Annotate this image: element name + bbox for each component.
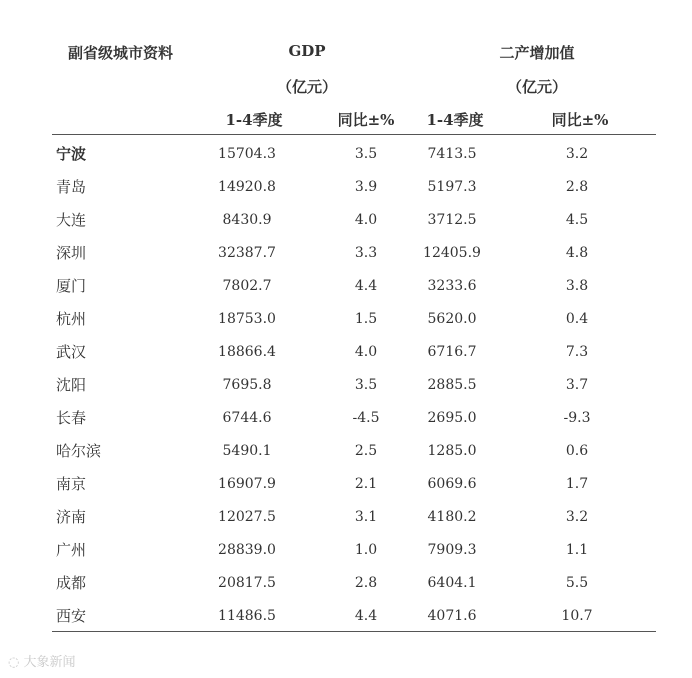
header-secondary-unit: （亿元） <box>506 78 568 96</box>
table-row <box>0 171 692 204</box>
watermark-text: 大象新闻 <box>23 655 76 670</box>
gdp-value-cell: 32387.7 <box>218 245 276 261</box>
gdp-yoy-cell: 3.9 <box>354 179 378 195</box>
header-city-column: 副省级城市资料 <box>68 44 174 62</box>
secondary-yoy-cell: 3.8 <box>565 278 589 294</box>
gdp-yoy-cell: 4.0 <box>354 212 378 228</box>
gdp-value-cell: 16907.9 <box>218 476 276 492</box>
gdp-yoy-cell: 1.0 <box>354 542 378 558</box>
city-name-cell: 武汉 <box>56 343 87 361</box>
table-row <box>0 402 692 435</box>
city-name-cell: 沈阳 <box>56 376 87 394</box>
table-row <box>0 435 692 468</box>
secondary-value-cell: 1285.0 <box>427 443 477 459</box>
table-top-rule <box>52 134 656 135</box>
header-gdp-unit: （亿元） <box>276 78 338 96</box>
secondary-yoy-cell: 5.5 <box>565 575 589 591</box>
table-row <box>0 468 692 501</box>
secondary-value-cell: 2695.0 <box>427 410 477 426</box>
gdp-yoy-cell: 3.5 <box>354 377 378 393</box>
gdp-yoy-cell: 2.5 <box>354 443 378 459</box>
header-gdp: GDP <box>288 42 326 60</box>
gdp-value-cell: 28839.0 <box>218 542 276 558</box>
secondary-value-cell: 6069.6 <box>427 476 477 492</box>
secondary-yoy-cell: 1.1 <box>565 542 589 558</box>
secondary-yoy-cell: 7.3 <box>565 344 589 360</box>
city-name-cell: 济南 <box>56 508 87 526</box>
secondary-yoy-cell: 4.5 <box>565 212 589 228</box>
watermark-logo <box>8 651 76 670</box>
gdp-yoy-cell: 2.1 <box>354 476 378 492</box>
city-name-cell: 深圳 <box>56 244 87 262</box>
secondary-value-cell: 4071.6 <box>427 608 477 624</box>
table-row <box>0 204 692 237</box>
table-row <box>0 270 692 303</box>
table-row <box>0 600 692 633</box>
gdp-yoy-cell: 3.1 <box>354 509 378 525</box>
secondary-value-cell: 12405.9 <box>423 245 481 261</box>
city-name-cell: 青岛 <box>56 178 87 196</box>
secondary-yoy-cell: 2.8 <box>565 179 589 195</box>
header-secondary-quarter: 1-4季度 <box>426 111 484 129</box>
gdp-yoy-cell: 3.3 <box>354 245 378 261</box>
secondary-yoy-cell: 1.7 <box>565 476 589 492</box>
secondary-value-cell: 5197.3 <box>427 179 477 195</box>
city-name-cell: 杭州 <box>56 310 87 328</box>
gdp-value-cell: 14920.8 <box>218 179 276 195</box>
secondary-value-cell: 3233.6 <box>427 278 477 294</box>
header-gdp-yoy: 同比±% <box>337 111 395 129</box>
table-row <box>0 303 692 336</box>
secondary-yoy-cell: 10.7 <box>561 608 593 624</box>
gdp-yoy-cell: 4.4 <box>354 608 378 624</box>
gdp-value-cell: 20817.5 <box>218 575 276 591</box>
secondary-value-cell: 6716.7 <box>427 344 477 360</box>
secondary-yoy-cell: 0.6 <box>565 443 589 459</box>
secondary-value-cell: 4180.2 <box>427 509 477 525</box>
secondary-yoy-cell: 4.8 <box>565 245 589 261</box>
watermark-icon: ◌ <box>8 655 24 670</box>
city-name-cell: 哈尔滨 <box>56 442 102 460</box>
table-row <box>0 534 692 567</box>
table-row <box>0 237 692 270</box>
city-name-cell: 南京 <box>56 475 87 493</box>
gdp-value-cell: 5490.1 <box>222 443 272 459</box>
secondary-yoy-cell: -9.3 <box>563 410 591 426</box>
gdp-value-cell: 7802.7 <box>222 278 272 294</box>
city-name-cell: 宁波 <box>56 145 87 163</box>
gdp-yoy-cell: 1.5 <box>354 311 378 327</box>
city-name-cell: 广州 <box>56 541 87 559</box>
secondary-yoy-cell: 0.4 <box>565 311 589 327</box>
secondary-value-cell: 7909.3 <box>427 542 477 558</box>
secondary-value-cell: 2885.5 <box>427 377 477 393</box>
gdp-value-cell: 11486.5 <box>218 608 276 624</box>
secondary-yoy-cell: 3.2 <box>565 146 589 162</box>
secondary-value-cell: 5620.0 <box>427 311 477 327</box>
city-name-cell: 长春 <box>56 409 87 427</box>
gdp-yoy-cell: 4.0 <box>354 344 378 360</box>
city-name-cell: 成都 <box>56 574 87 592</box>
table-row <box>0 369 692 402</box>
city-name-cell: 西安 <box>56 607 87 625</box>
table-bottom-rule <box>52 631 656 632</box>
secondary-value-cell: 3712.5 <box>427 212 477 228</box>
table-row <box>0 567 692 600</box>
gdp-value-cell: 18753.0 <box>218 311 276 327</box>
gdp-value-cell: 18866.4 <box>218 344 276 360</box>
city-name-cell: 大连 <box>56 211 87 229</box>
gdp-value-cell: 15704.3 <box>218 146 276 162</box>
gdp-value-cell: 7695.8 <box>222 377 272 393</box>
secondary-value-cell: 6404.1 <box>427 575 477 591</box>
city-name-cell: 厦门 <box>56 277 87 295</box>
gdp-yoy-cell: 2.8 <box>354 575 378 591</box>
secondary-yoy-cell: 3.2 <box>565 509 589 525</box>
gdp-value-cell: 6744.6 <box>222 410 272 426</box>
gdp-yoy-cell: 4.4 <box>354 278 378 294</box>
gdp-value-cell: 12027.5 <box>218 509 276 525</box>
gdp-yoy-cell: -4.5 <box>352 410 380 426</box>
header-gdp-quarter: 1-4季度 <box>225 111 283 129</box>
secondary-value-cell: 7413.5 <box>427 146 477 162</box>
header-secondary-industry: 二产增加值 <box>499 44 575 62</box>
table-row <box>0 501 692 534</box>
gdp-yoy-cell: 3.5 <box>354 146 378 162</box>
gdp-value-cell: 8430.9 <box>222 212 272 228</box>
secondary-yoy-cell: 3.7 <box>565 377 589 393</box>
header-secondary-yoy: 同比±% <box>551 111 609 129</box>
table-row <box>0 336 692 369</box>
table-row <box>0 138 692 171</box>
